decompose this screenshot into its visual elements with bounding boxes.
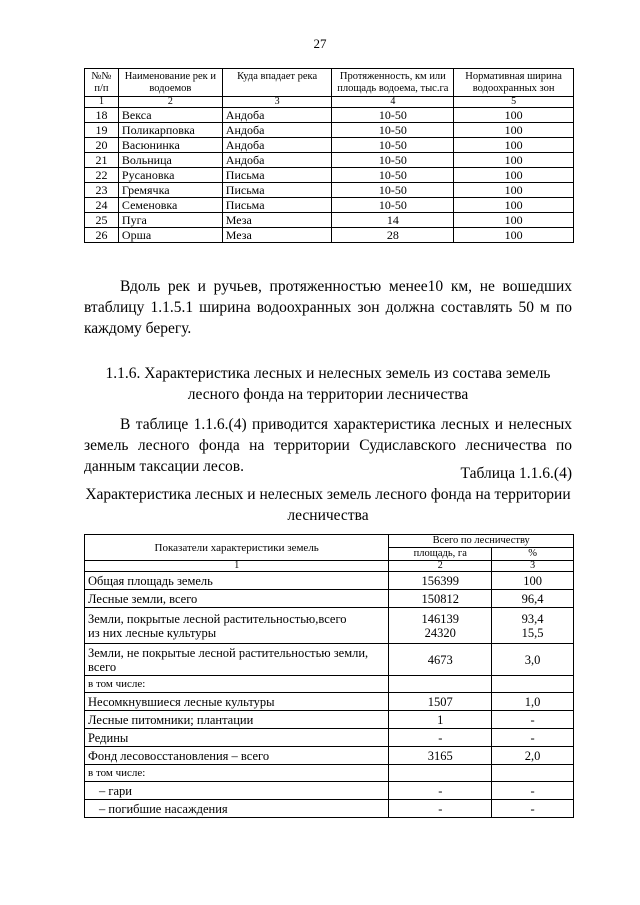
paragraph-water-zones: Вдоль рек и ручьев, протяженностью менее10 км, не вошедших втаблицу 1.1.5.1 ширина водоохранных зон должна составлять 50 м по каждому берегу. <box>84 278 572 337</box>
table-header-row <box>85 535 574 548</box>
column-number-row: 1 2 3 4 5 <box>85 97 574 108</box>
col-header-indicator: Показатели характеристики земель <box>85 535 389 561</box>
table-row: 23 Гремячка Письма 10-50 100 <box>85 183 574 198</box>
col-header-total: Всего по лесничеству <box>389 535 574 548</box>
col-header-width: Нормативная ширина водоохранных зон <box>454 69 574 97</box>
table-row: 21 Вольница Андоба 10-50 100 <box>85 153 574 168</box>
land-characteristics-table <box>84 534 574 818</box>
table-row: – гари - - <box>85 782 574 800</box>
table-header-row <box>85 69 574 97</box>
page-number: 27 <box>313 36 327 51</box>
table-title: Характеристика лесных и нелесных земель лесного фонда на территории лесничества <box>85 486 571 524</box>
table-row: Редины - - <box>85 729 574 747</box>
table-row: 20 Васюнинка Андоба 10-50 100 <box>85 138 574 153</box>
table-row: Несомкнувшиеся лесные культуры 1507 1,0 <box>85 693 574 711</box>
col-header-length: Протяженность, км или площадь водоема, тыс.га <box>332 69 454 97</box>
col-header-number: №№ п/п <box>85 69 119 97</box>
col-header-outflow: Куда впадает река <box>222 69 332 97</box>
table-row: в том числе: <box>85 765 574 782</box>
col-header-area: площадь, га <box>389 548 492 561</box>
table-row: Земли, покрытые лесной растительностью,всего из них лесные культуры 146139 24320 93,4 15,5 <box>85 608 574 644</box>
table-row: – погибшие насаждения - - <box>85 800 574 818</box>
table-row: 18 Векса Андоба 10-50 100 <box>85 108 574 123</box>
paragraph-table-intro: В таблице 1.1.6.(4) приводится характеристика лесных и нелесных земель лесного фонда на территории Судиславского лесничества по данным таксации лесов. <box>84 416 572 475</box>
col-header-pct: % <box>492 548 574 561</box>
table-label: Таблица 1.1.6.(4) <box>460 465 572 482</box>
table-row: в том числе: <box>85 676 574 693</box>
section-heading: 1.1.6. Характеристика лесных и нелесных земель из состава земель лесного фонда на территории лесничества <box>105 365 551 403</box>
table-row: 19 Поликарповка Андоба 10-50 100 <box>85 123 574 138</box>
table-row: 26 Орша Меза 28 100 <box>85 228 574 243</box>
table-row: Земли, не покрытые лесной растительностью земли, всего 4673 3,0 <box>85 644 574 676</box>
col-header-name: Наименование рек и водоемов <box>118 69 222 97</box>
table-row: Фонд лесовосстановления – всего 3165 2,0 <box>85 747 574 765</box>
water-protection-table <box>84 68 574 243</box>
column-number-row: 1 2 3 <box>85 561 574 572</box>
table-row: Лесные питомники; плантации 1 - <box>85 711 574 729</box>
table-row: 25 Пуга Меза 14 100 <box>85 213 574 228</box>
table-row: 24 Семеновка Письма 10-50 100 <box>85 198 574 213</box>
table-row: Общая площадь земель 156399 100 <box>85 572 574 590</box>
table-row: 22 Русановка Письма 10-50 100 <box>85 168 574 183</box>
table-row: Лесные земли, всего 150812 96,4 <box>85 590 574 608</box>
